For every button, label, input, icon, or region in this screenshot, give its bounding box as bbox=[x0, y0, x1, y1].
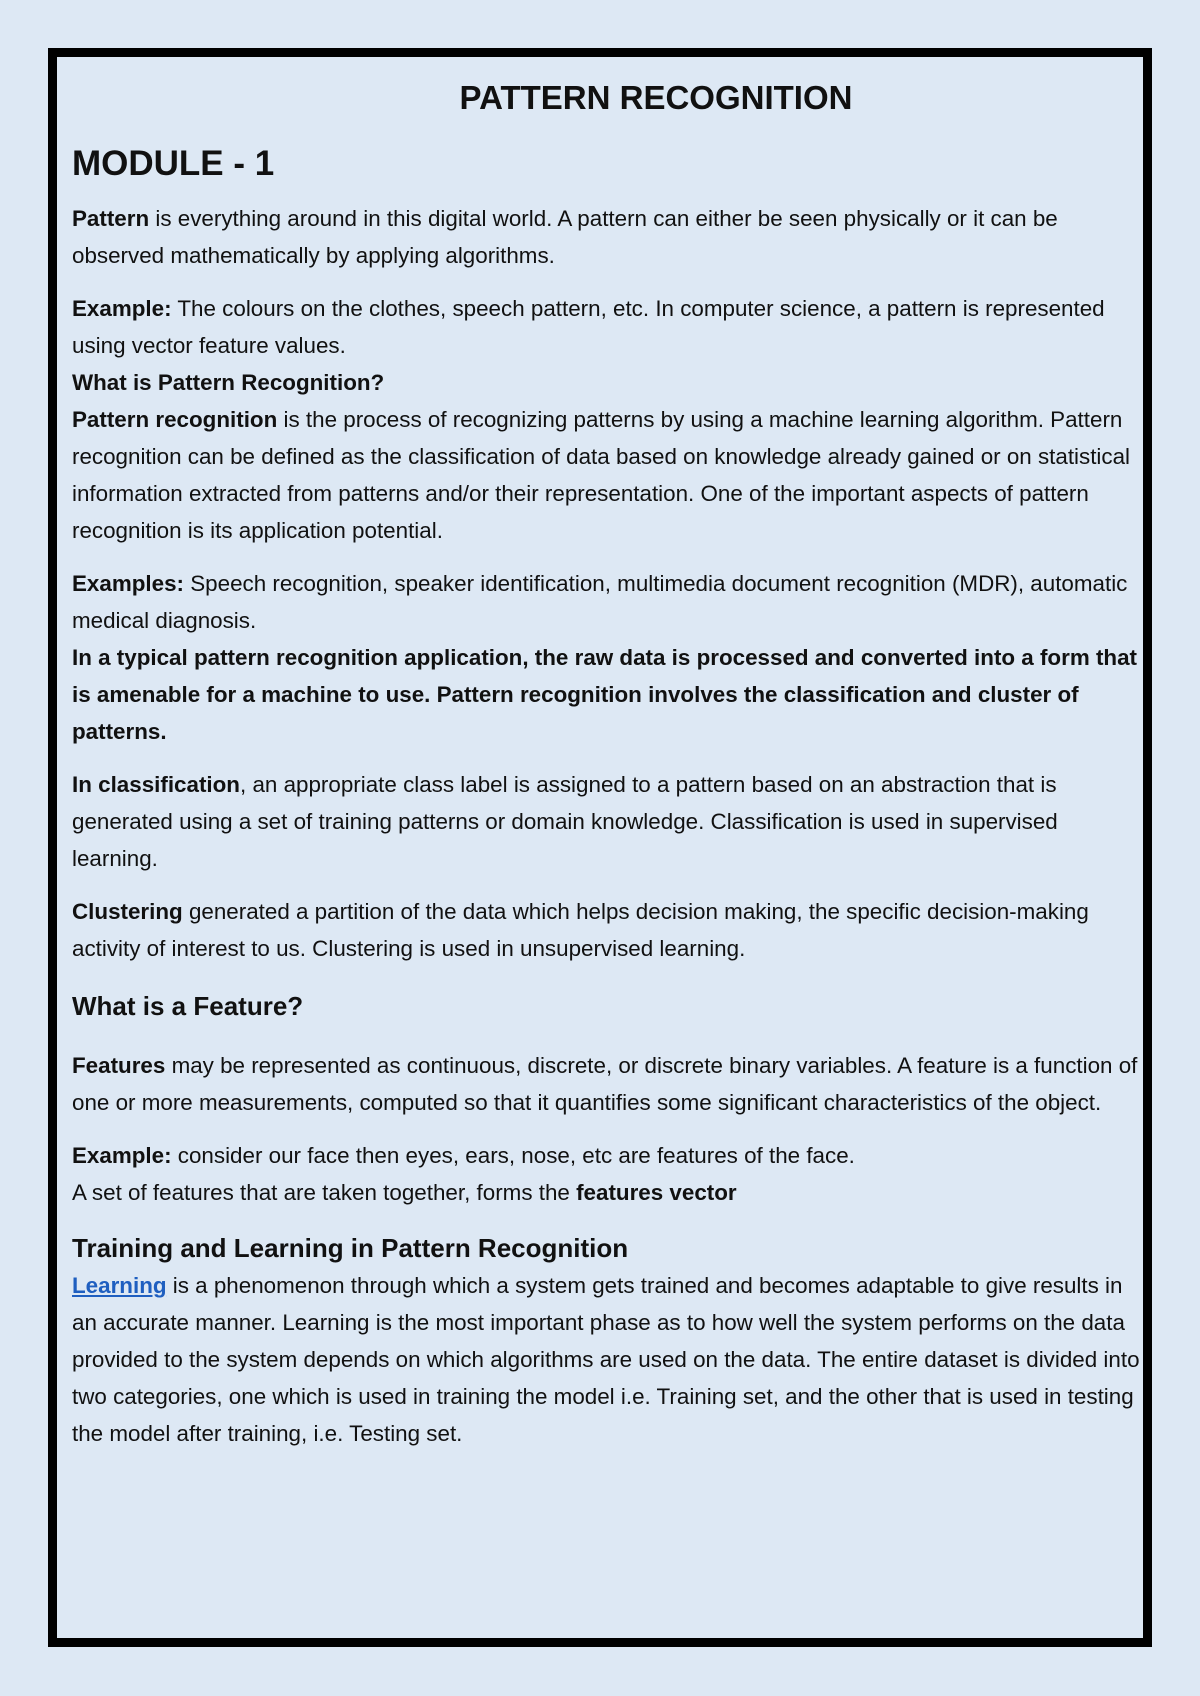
paragraph-classification bbox=[72, 766, 1140, 877]
term-example: Example: bbox=[72, 1143, 172, 1168]
paragraph-examples bbox=[72, 565, 1140, 639]
question-pattern-recognition: What is Pattern Recognition? bbox=[72, 370, 385, 395]
paragraph-pattern-recognition bbox=[72, 401, 1140, 549]
term-pattern-recognition: Pattern recognition bbox=[72, 407, 278, 432]
module-heading: MODULE - 1 bbox=[72, 144, 275, 183]
term-pattern: Pattern bbox=[72, 206, 150, 231]
paragraph-learning bbox=[72, 1267, 1140, 1452]
paragraph-text: is everything around in this digital world. A pattern can either be seen physically or it can be observed mathematically by applying algorithms. bbox=[72, 206, 1058, 268]
paragraph-text: may be represented as continuous, discrete, or discrete binary variables. A feature is a function of one or more measurements, computed so that it quantifies some significant characteristics of the object. bbox=[72, 1053, 1138, 1115]
document-body bbox=[72, 74, 1140, 1452]
paragraph-text: , an appropriate class label is assigned to a pattern based on an abstraction that is generated using a set of training patterns or domain knowledge. Classification is used in supervised learning. bbox=[72, 772, 1058, 871]
paragraph-text: generated a partition of the data which helps decision making, the specific decision-making activity of interest to us. Clustering is used in unsupervised learning. bbox=[72, 899, 1089, 961]
term-examples: Examples: bbox=[72, 571, 185, 596]
paragraph-text: Speech recognition, speaker identification, multimedia document recognition (MDR), automatic medical diagnosis. bbox=[72, 571, 1128, 633]
paragraph-text: is the process of recognizing patterns by using a machine learning algorithm. Pattern recognition can be defined as the classification of data based on knowledge already gained or on statistical information extracted from patterns and/or their representation. One of the important aspects of pattern recognition is its application potential. bbox=[72, 407, 1131, 543]
term-clustering: Clustering bbox=[72, 899, 183, 924]
document-title: PATTERN RECOGNITION bbox=[459, 79, 853, 116]
paragraph-text: is a phenomenon through which a system gets trained and becomes adaptable to give results in an accurate manner. Learning is the most important phase as to how well the system performs on the data provided to the system depends on which algorithms are used on the data. The entire dataset is divided into two categories, one which is used in training the model i.e. Training set, and the other that is used in testing the model after training, i.e. Testing set. bbox=[72, 1273, 1140, 1446]
paragraph-typical-application: In a typical pattern recognition application, the raw data is processed and converted into a form that is amenable for a machine to use. Pattern recognition involves the classification and cluster of patterns. bbox=[72, 645, 1137, 744]
term-example: Example: bbox=[72, 296, 172, 321]
paragraph-face-example bbox=[72, 1137, 1140, 1174]
term-features: Features bbox=[72, 1053, 166, 1078]
term-features-vector: features vector bbox=[576, 1180, 737, 1205]
paragraph-example bbox=[72, 290, 1140, 364]
paragraph-text: The colours on the clothes, speech pattern, etc. In computer science, a pattern is represented using vector feature values. bbox=[72, 296, 1105, 358]
learning-link[interactable]: Learning bbox=[72, 1273, 167, 1298]
paragraph-text: consider our face then eyes, ears, nose, etc are features of the face. bbox=[171, 1143, 855, 1168]
paragraph-pattern bbox=[72, 200, 1140, 274]
heading-training-learning: Training and Learning in Pattern Recognition bbox=[72, 1233, 629, 1263]
term-classification: In classification bbox=[72, 772, 240, 797]
paragraph-features bbox=[72, 1047, 1140, 1121]
paragraph-features-vector bbox=[72, 1174, 1140, 1211]
paragraph-clustering bbox=[72, 893, 1140, 967]
paragraph-text: A set of features that are taken together, forms the bbox=[72, 1180, 577, 1205]
heading-feature: What is a Feature? bbox=[72, 991, 304, 1021]
